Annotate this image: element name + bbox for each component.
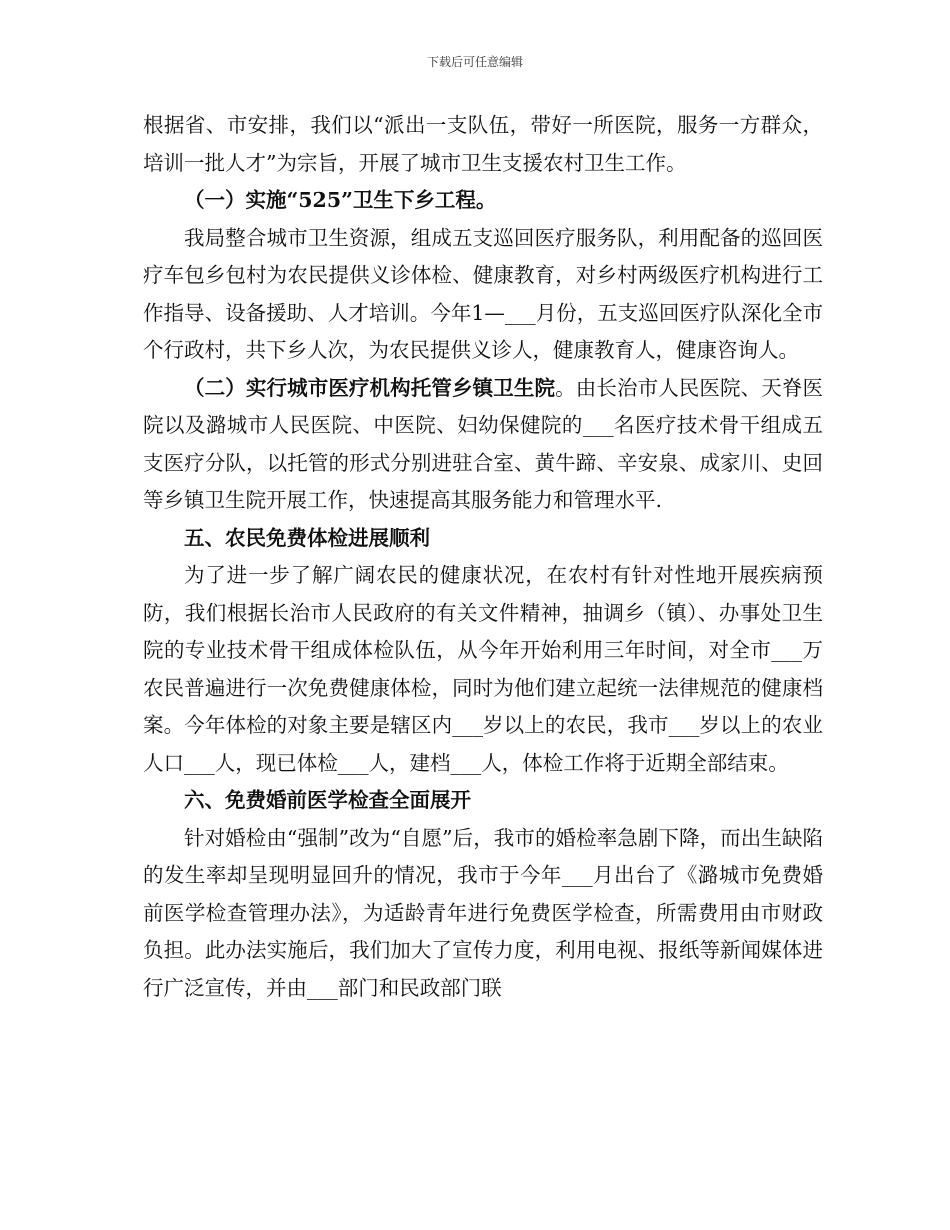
paragraph-525-project: 我局整合城市卫生资源，组成五支巡回医疗服务队，利用配备的巡回医疗车包乡包村为农民提供义诊体检、健康教育，对乡村两级医疗机构进行工作指导、设备援助、人才培训。今年1—___月份，五支巡回医疗队深化全市个行政村，共下乡人次，为农民提供义诊人，健康教育人，健康咨询人。 bbox=[143, 225, 823, 362]
paragraph-premarital-exam: 针对婚检由“强制”改为“自愿”后，我市的婚检率急剧下降，而出生缺陷的发生率却呈现明显回升的情况，我市于今年___月出台了《潞城市免费婚前医学检查管理办法》，为适龄青年进行免费医学检查，所需费用由市财政负担。此办法实施后，我们加大了宣传力度，利用电视、报纸等新闻媒体进行广泛宣传，并由___部门和民政部门联 bbox=[143, 825, 823, 1000]
page-header: 下载后可任意编辑 bbox=[426, 55, 523, 69]
intro-paragraph: 根据省、市安排，我们以“派出一支队伍，带好一所医院，服务一方群众，培训一批人才”为宗旨，开展了城市卫生支援农村卫生工作。 bbox=[143, 113, 823, 175]
document-body bbox=[143, 107, 823, 1007]
section-heading-1: （一）实施“525”卫生下乡工程。 bbox=[184, 188, 497, 212]
section-heading-5: 五、农民免费体检进展顺利 bbox=[184, 525, 430, 550]
paragraph-hospital-trusteeship-text: 。由长治市人民医院、天脊医院以及潞城市人民医院、中医院、妇幼保健院的___名医疗技术骨干组成五支医疗分队，以托管的形式分别进驻合室、黄牛蹄、辛安泉、成家川、史回等乡镇卫生院开展工作，快速提高其服务能力和管理水平. bbox=[143, 375, 824, 512]
paragraph-free-checkup: 为了进一步了解广阔农民的健康状况，在农村有针对性地开展疾病预防，我们根据长治市人民政府的有关文件精神，抽调乡（镇）、办事处卫生院的专业技术骨干组成体检队伍，从今年开始利用三年时间，对全市___万农民普遍进行一次免费健康体检，同时为他们建立起统一法律规范的健康档案。今年体检的对象主要是辖区内___岁以上的农民，我市___岁以上的农业人口___人，现已体检___人，建档___人，体检工作将于近期全部结束。 bbox=[143, 563, 823, 775]
section-heading-6: 六、免费婚前医学检查全面展开 bbox=[184, 788, 471, 812]
paragraph-hospital-trusteeship-heading: （二）实行城市医疗机构托管乡镇卫生院 bbox=[184, 375, 556, 400]
paragraph-hospital-trusteeship bbox=[143, 370, 823, 520]
